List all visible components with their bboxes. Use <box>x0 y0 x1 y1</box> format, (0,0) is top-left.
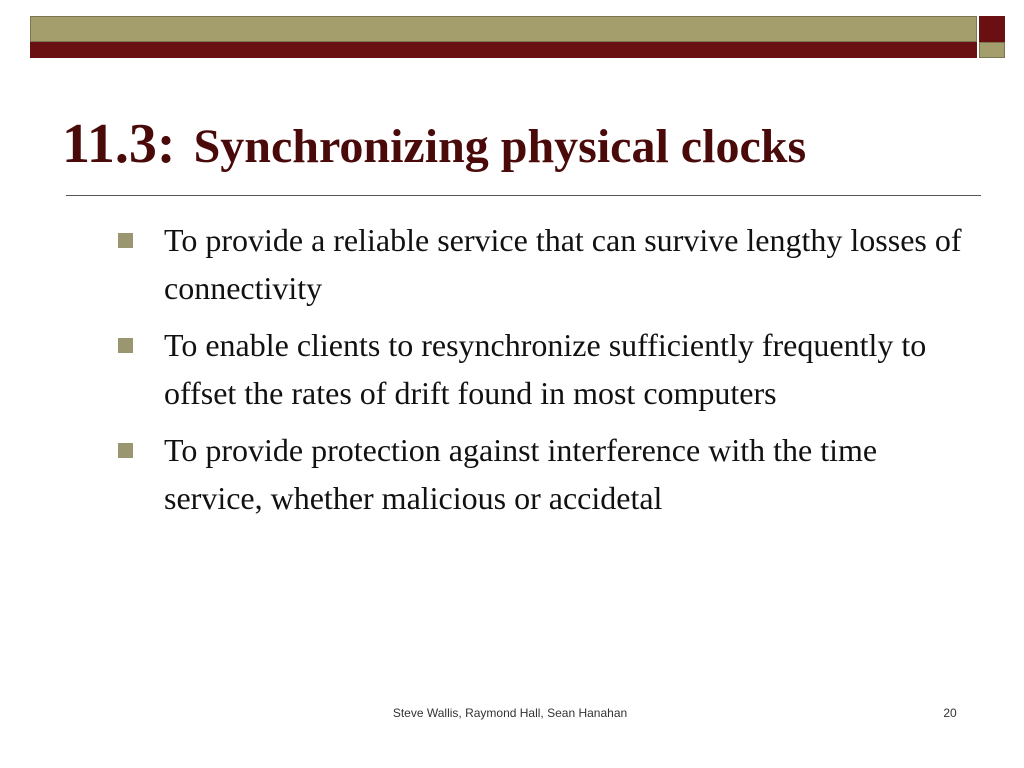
bullet-item <box>118 321 978 417</box>
square-bullet-icon <box>118 443 133 458</box>
slide-title-number: 11.3: <box>62 113 176 175</box>
header-olive-band <box>30 16 977 42</box>
bullet-item <box>118 216 978 312</box>
header-olive-square <box>979 42 1005 58</box>
page-number: 20 <box>943 706 957 720</box>
header-maroon-square <box>979 16 1005 42</box>
bullet-item <box>118 426 978 522</box>
header-decoration-bar <box>0 0 1024 62</box>
slide-title-text: Synchronizing physical clocks <box>193 120 807 173</box>
bullet-text: To provide a reliable service that can survive lengthy losses of connectivity <box>164 222 962 306</box>
square-bullet-icon <box>118 233 133 248</box>
bullet-text: To enable clients to resynchronize sufficiently frequently to offset the rates of drift found in most computers <box>164 327 927 411</box>
bullet-text: To provide protection against interference with the time service, whether malicious or accidetal <box>164 432 878 516</box>
bullet-list <box>118 216 978 531</box>
header-maroon-band <box>30 42 977 58</box>
slide-title <box>62 112 992 176</box>
title-divider <box>66 195 981 196</box>
square-bullet-icon <box>118 338 133 353</box>
footer-author: Steve Wallis, Raymond Hall, Sean Hanahan <box>392 706 628 720</box>
